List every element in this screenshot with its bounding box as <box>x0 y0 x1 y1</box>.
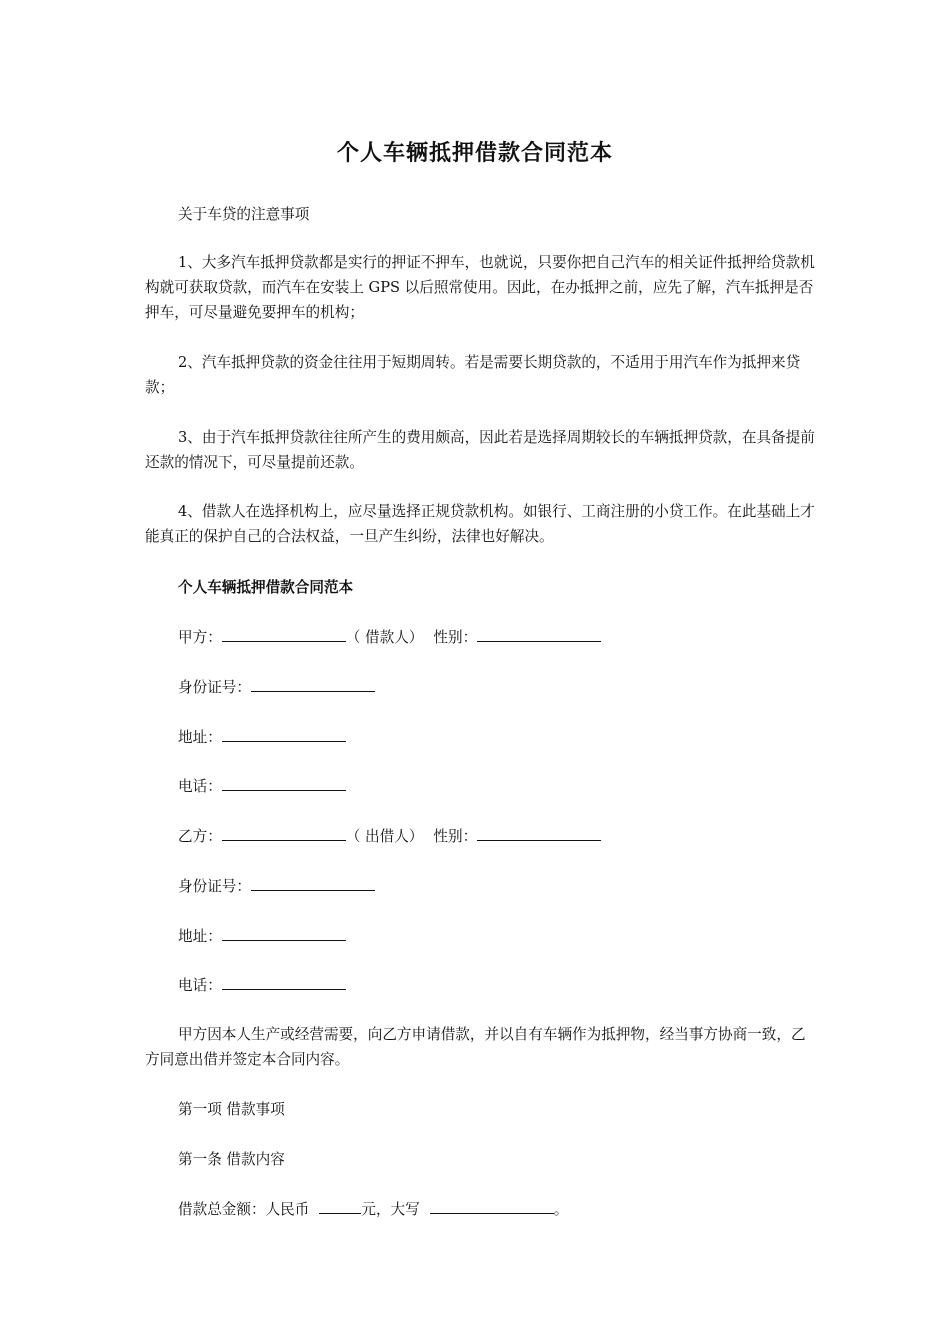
party-b-address-blank[interactable] <box>222 923 346 941</box>
party-a-phone-label: 电话： <box>178 778 222 795</box>
loan-amount-words-blank[interactable] <box>430 1196 554 1214</box>
party-b-label: 乙方： <box>178 828 222 845</box>
party-a-phone-line <box>178 773 346 799</box>
party-b-address-line <box>178 923 346 949</box>
party-a-name-blank[interactable] <box>222 624 346 642</box>
party-b-id-blank[interactable] <box>251 873 375 891</box>
loan-amount-blank[interactable] <box>319 1196 361 1214</box>
article-1-heading: 第一条 借款内容 <box>178 1151 285 1168</box>
party-b-line <box>178 823 601 849</box>
contract-heading: 个人车辆抵押借款合同范本 <box>178 579 354 596</box>
party-b-id-line <box>178 873 375 899</box>
contract-preamble: 甲方因本人生产或经营需要，向乙方申请借款，并以自有车辆作为抵押物，经当事方协商一致，乙方同意出借并签定本合同内容。 <box>145 1026 806 1068</box>
party-a-address-label: 地址： <box>178 729 222 746</box>
party-a-gender-blank[interactable] <box>477 624 601 642</box>
party-b-id-label: 身份证号： <box>178 878 251 895</box>
party-a-id-blank[interactable] <box>251 674 375 692</box>
party-a-id-label: 身份证号： <box>178 679 251 696</box>
party-a-address-line <box>178 724 346 750</box>
note-paragraph-2: 2、汽车抵押贷款的资金往往用于短期周转。若是需要长期贷款的，不适用于用汽车作为抵押来贷款； <box>145 354 801 396</box>
party-a-phone-blank[interactable] <box>222 773 346 791</box>
party-a-line <box>178 624 601 650</box>
note-paragraph-4: 4、借款人在选择机构上，应尽量选择正规贷款机构。如银行、工商注册的小贷工作。在此基础上才能真正的保护自己的合法权益，一旦产生纠纷，法律也好解决。 <box>145 503 815 545</box>
notes-heading: 关于车贷的注意事项 <box>178 206 310 223</box>
party-b-address-label: 地址： <box>178 928 222 945</box>
party-a-id-line <box>178 674 375 700</box>
loan-amount-end: 。 <box>553 1201 569 1218</box>
party-a-address-blank[interactable] <box>222 724 346 742</box>
party-b-role: （ 出借人） <box>345 828 424 845</box>
party-b-phone-label: 电话： <box>178 977 222 994</box>
party-b-phone-line <box>178 972 346 998</box>
party-a-label: 甲方： <box>178 629 222 646</box>
document-title: 个人车辆抵押借款合同范本 <box>336 141 613 166</box>
party-b-name-blank[interactable] <box>222 823 346 841</box>
party-b-gender-blank[interactable] <box>477 823 601 841</box>
loan-amount-label: 借款总金额：人民币 <box>178 1201 310 1218</box>
note-paragraph-1: 1、大多汽车抵押贷款都是实行的押证不押车，也就说，只要你把自己汽车的相关证件抵押给贷款机构就可获取贷款，而汽车在安装上 GPS 以后照常使用。因此，在办抵押之前，应先了解，汽车抵押是否押车，可尽量避免要押车的机构； <box>145 254 815 321</box>
party-b-phone-blank[interactable] <box>222 972 346 990</box>
party-a-role: （ 借款人） <box>345 629 424 646</box>
note-paragraph-3: 3、由于汽车抵押贷款往往所产生的费用颇高，因此若是选择周期较长的车辆抵押贷款，在具备提前还款的情况下，可尽量提前还款。 <box>145 429 815 471</box>
section-1-heading: 第一项 借款事项 <box>178 1101 285 1118</box>
party-a-gender-label: 性别： <box>433 629 478 646</box>
party-b-gender-label: 性别： <box>433 828 478 845</box>
loan-amount-line <box>178 1196 568 1222</box>
loan-amount-unit: 元，大写 <box>361 1201 420 1218</box>
